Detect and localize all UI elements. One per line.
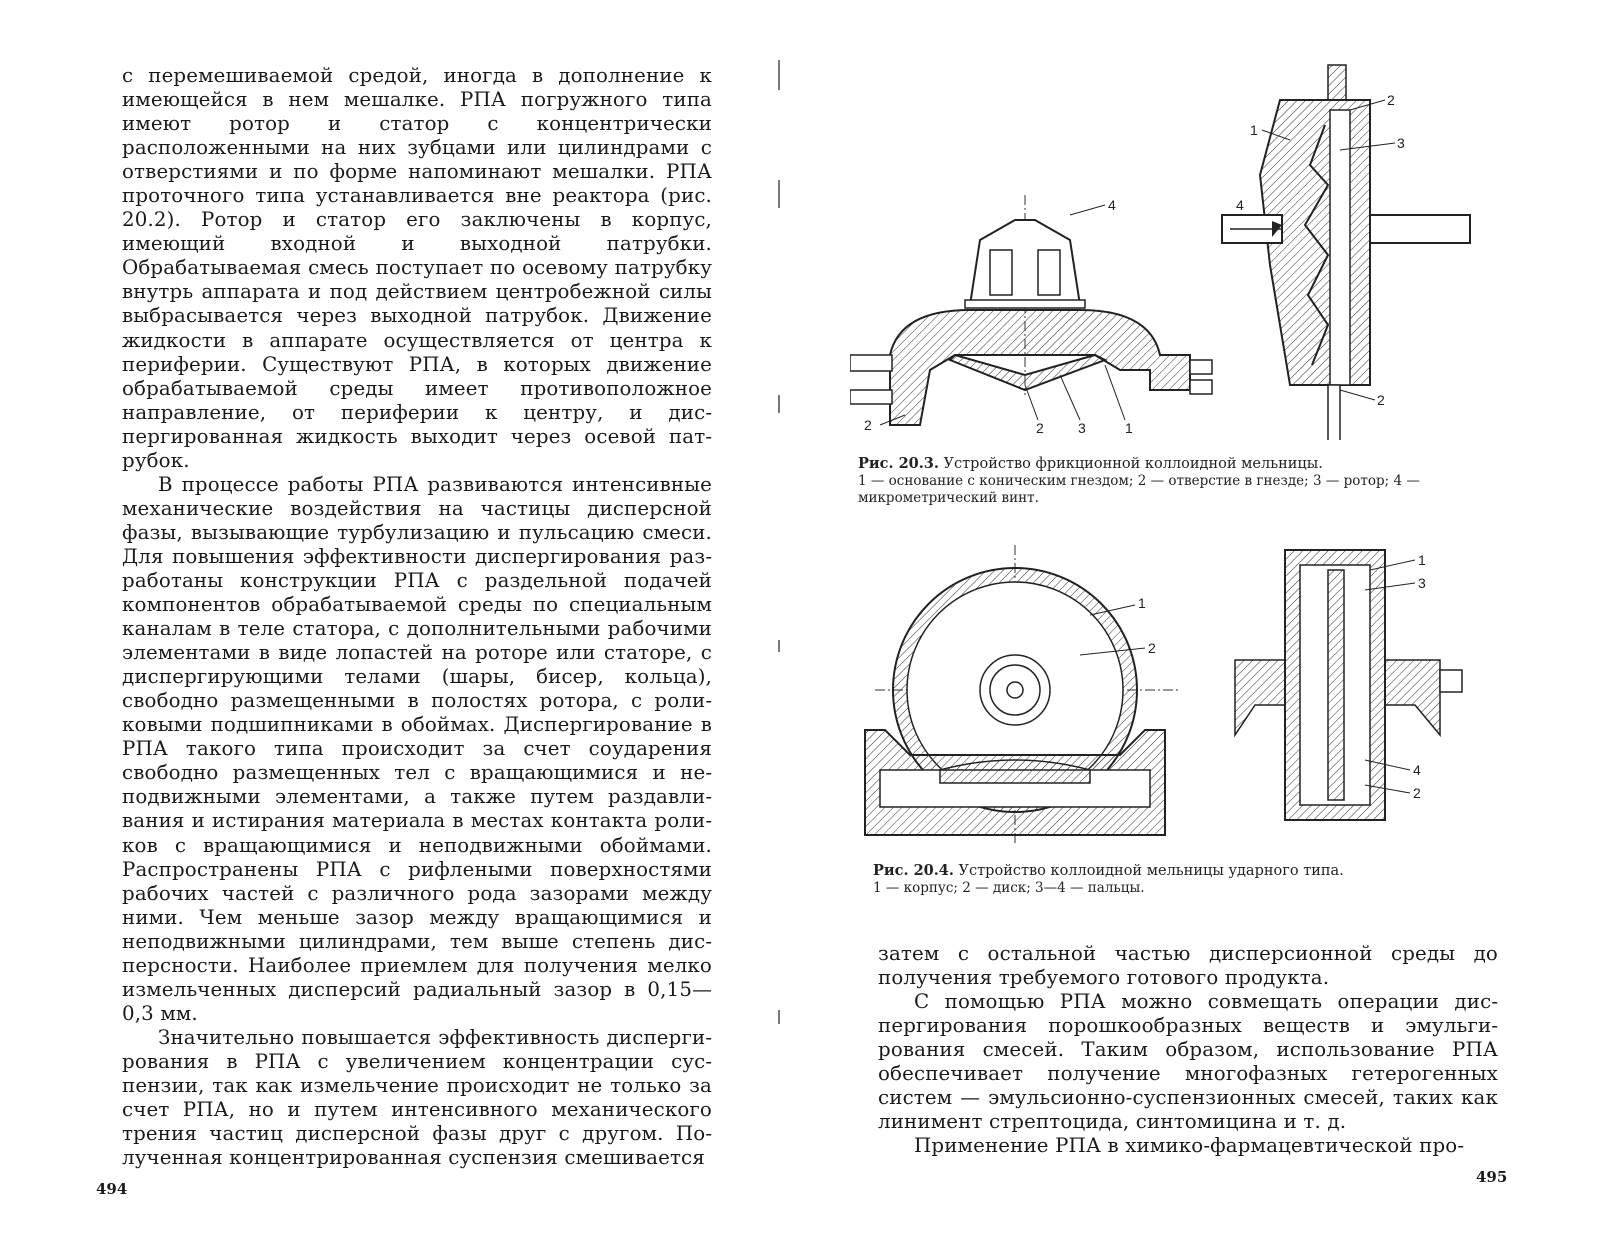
label-3: 3 (1418, 575, 1426, 591)
impact-mill-section (1235, 550, 1462, 820)
figure-20-3 (850, 55, 1550, 440)
caption-legend: 1 — корпус; 2 — диск; 3—4 — пальцы. (873, 880, 1145, 896)
paragraph: Значительно повышается эффективность диспергирования в РПА с увеличением концентрации суспензии, так как измельчение происходит не только за счет РПА, но и путем интенсивного механического трения частиц дисперсной фазы друг с другом. Полученная концентрированная суспензия смешивается (122, 1025, 712, 1170)
label-2: 2 (1377, 392, 1385, 408)
colloid-mill-friction-drawing (850, 55, 1550, 440)
right-page (790, 0, 1601, 1251)
paragraph: В процессе работы РПА развиваются интенсивные механические воздействия на частицы дисперсной фазы, вызывающие турбулизацию и пульсацию смеси. Для повышения эффективности диспергирования разработаны конструкции РПА с раздельной подачей компонентов обрабатываемой среды по специальным каналам в теле статора, с дополнительными рабочими элементами в виде лопастей на роторе или статоре, с диспергирующими телами (шары, бисер, кольца), свободно размещенными в полостях ротора, с роликовыми подшипниками в обоймах. Диспергирование в РПА такого типа происходит за счет соударения свободно размещенных тел с вращающимися и неподвижными элементами, а также путем раздавливания и истирания материала в местах контакта роликов с вращающимися и неподвижными обоймами. Распространены РПА с рифлеными поверхностями рабочих частей с различного рода зазорами между ними. Чем меньше зазор между вращающимися и неподвижными цилиндрами, тем выше степень дисперсности. Наиболее приемлем для получения мелко измельченных дисперсий радиальный зазор в 0,15—0,3 мм. (122, 472, 712, 1025)
label-2: 2 (864, 417, 872, 433)
label-2: 2 (1387, 92, 1395, 108)
label-3: 3 (1397, 135, 1405, 151)
label-1: 1 (1250, 122, 1258, 138)
label-1: 1 (1418, 552, 1426, 568)
label-4: 4 (1413, 762, 1421, 778)
impact-mill-front-view (865, 545, 1180, 845)
friction-mill-section (850, 195, 1212, 436)
left-page-text (122, 64, 712, 1170)
caption-title: Устройство коллоидной мельницы ударного типа. (953, 863, 1344, 879)
colloid-mill-impact-drawing (850, 545, 1550, 845)
paragraph: С помощью РПА можно совмещать операции диспергирования порошкообразных веществ и эмульгирования смесей. Таким образом, использование РПА обеспечивает получение многофазных гетерогенных систем — эмульсионно-суспензионных смесей, таких как линимент стрептоцида, синтомицина и т. д. (878, 990, 1498, 1134)
label-3: 3 (1078, 420, 1086, 436)
label-4: 4 (1236, 197, 1244, 213)
label-1: 1 (1138, 595, 1146, 611)
caption-legend: 1 — основание с коническим гнездом; 2 — отверстие в гнезде; 3 — ротор; 4 — микрометрический винт. (858, 473, 1420, 506)
left-page (0, 0, 780, 1251)
paragraph: затем с остальной частью дисперсионной среды до получения требуемого готового продукта. (878, 942, 1498, 990)
caption-figure-number: Рис. 20.4. (873, 862, 954, 879)
label-4: 4 (1108, 197, 1116, 213)
caption-figure-number: Рис. 20.3. (858, 455, 939, 472)
right-page-text (878, 942, 1498, 1158)
figure-20-4 (850, 545, 1550, 845)
page-number: 495 (1476, 1168, 1508, 1186)
rotor-stator-section (1222, 65, 1470, 440)
page-number: 494 (96, 1180, 128, 1198)
paragraph: Применение РПА в химико-фармацевтической про- (914, 1134, 1465, 1158)
label-2: 2 (1148, 640, 1156, 656)
figure-20-3-caption (858, 455, 1498, 507)
label-2: 2 (1413, 785, 1421, 801)
figure-20-4-caption (873, 862, 1493, 897)
paragraph: с перемешиваемой средой, иногда в дополнение к имеющейся в нем мешалке. РПА погружного типа имеют ротор и статор с концентрически расположенными на них зубцами или цилиндрами с отверстиями и по форме напоминают мешалки. РПА проточного типа устанавливается вне реактора (рис. 20.2). Ротор и статор его заключены в корпус, имеющий входной и выходной патрубки. Обрабатываемая смесь поступает по осевому патрубку внутрь аппарата и под действием центробежной силы выбрасывается через выходной патрубок. Движение жидкости в аппарате осуществляется от центра к периферии. Существуют РПА, в которых движение обрабатываемой среды имеет противоположное направление, от периферии к центру, и диспергированная жидкость выходит через осевой патрубок. (122, 64, 712, 472)
label-2: 2 (1036, 420, 1044, 436)
caption-title: Устройство фрикционной коллоидной мельницы. (938, 456, 1323, 472)
label-1: 1 (1125, 420, 1133, 436)
